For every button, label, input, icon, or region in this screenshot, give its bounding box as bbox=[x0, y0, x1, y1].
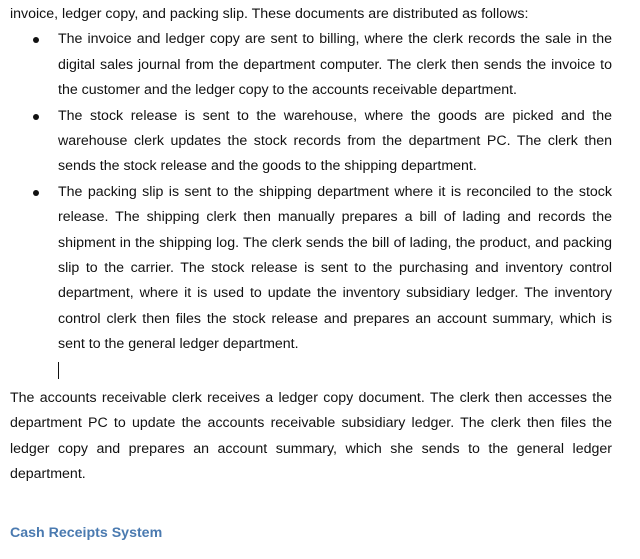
empty-line[interactable] bbox=[10, 358, 640, 383]
section-heading: Cash Receipts System bbox=[10, 525, 163, 542]
bullet-icon bbox=[33, 37, 39, 43]
bullet-text: The packing slip is sent to the shipping department where it is reconciled to the stock release. The shipping clerk then manually prepares a bill of lading and records the shipment in the shipping log. The clerk sends the bill of lading, the product, and packing slip to the carrier. The stock release is sent to the purchasing and inventory control department, where it is used to update the inventory subsidiary ledger. The inventory control clerk then files the stock release and prepares an account summary, which is sent to the general ledger department. bbox=[58, 183, 612, 353]
bullet-icon bbox=[33, 190, 39, 196]
bullet-item bbox=[10, 104, 612, 180]
body-paragraph: The accounts receivable clerk receives a ledger copy document. The clerk then accesses the department PC to update the accounts receivable subsidiary ledger. The clerk then files the ledger copy and prepares an account summary, which she sends to the general ledger department. bbox=[10, 389, 612, 482]
text-cursor bbox=[58, 362, 59, 379]
intro-text: invoice, ledger copy, and packing slip. These documents are distributed as follows: bbox=[10, 6, 529, 22]
document-body bbox=[10, 0, 640, 543]
bullet-item bbox=[10, 180, 612, 358]
bullet-text: The invoice and ledger copy are sent to billing, where the clerk records the sale in the digital sales journal from the department computer. The clerk then sends the invoice to the customer and the ledger copy to the accounts receivable department. bbox=[58, 31, 612, 99]
bullet-list bbox=[10, 27, 640, 357]
bullet-icon bbox=[33, 114, 39, 120]
bullet-text: The stock release is sent to the warehouse, where the goods are picked and the warehouse clerk updates the stock records from the department PC. The clerk then sends the stock release and the goods to the shipping department. bbox=[58, 107, 612, 175]
bullet-item bbox=[10, 27, 612, 103]
